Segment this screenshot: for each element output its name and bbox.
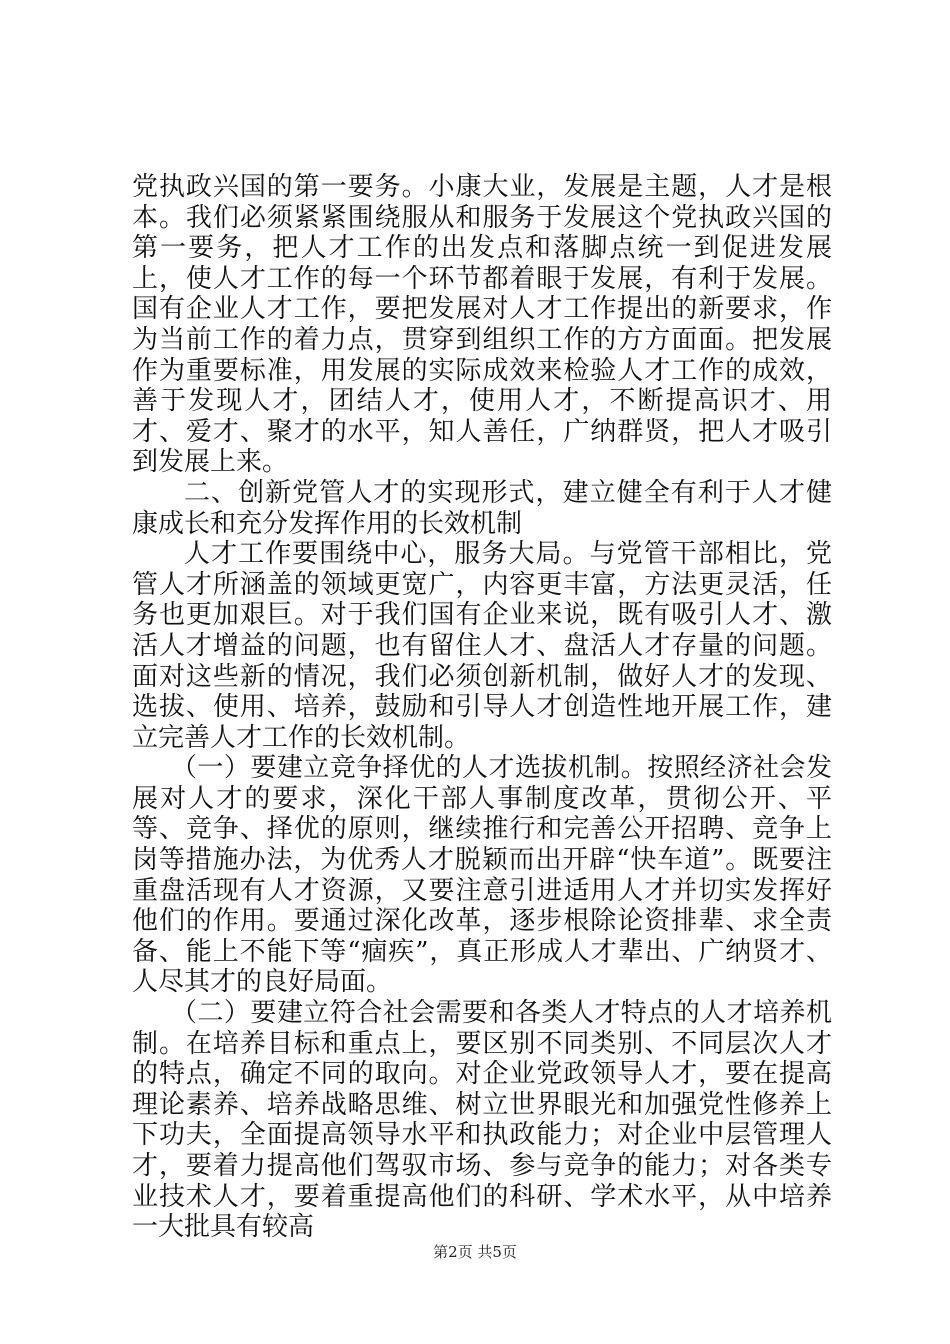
paragraph-development-priority: 党执政兴国的第一要务。小康大业，发展是主题，人才是根本。我们必须紧紧围绕服从和服务于发展这个党执政兴国的第一要务，把人才工作的出发点和落脚点统一到促进发展上，使人才工作的每一个环节都着眼于发展，有利于发展。国有企业人才工作，要把发展对人才工作提出的新要求，作为当前工作的着力点，贯穿到组织工作的方方面面。把发展作为重要标准，用发展的实际成效来检验人才工作的成效，善于发现人才，团结人才，使用人才，不断提高识才、用才、爱才、聚才的水平，知人善任，广纳群贤，把人才吸引到发展上来。 — [132, 172, 832, 478]
paragraph-talent-work: 人才工作要围绕中心，服务大局。与党管干部相比，党管人才所涵盖的领域更宽广，内容更丰富，方法更灵活，任务也更加艰巨。对于我们国有企业来说，既有吸引人才、激活人才增益的问题，也有留住人才、盘活人才存量的问题。面对这些新的情况，我们必须创新机制，做好人才的发现、选拔、使用、培养，鼓励和引导人才创造性地开展工作，建立完善人才工作的长效机制。 — [132, 539, 832, 753]
page-number-footer: 第2页 共5页 — [433, 1243, 517, 1261]
paragraph-selection-mechanism: （一）要建立竞争择优的人才选拔机制。按照经济社会发展对人才的要求，深化干部人事制度改革，贯彻公开、平等、竞争、择优的原则，继续推行和完善公开招聘、竞争上岗等措施办法，为优秀人才脱颖而出开辟“快车道”。既要注重盘活现有人才资源，又要注意引进适用人才并切实发挥好他们的作用。要通过深化改革，逐步根除论资排辈、求全责备、能上不能下等“痼疾”，真正形成人才辈出、广纳贤才、人尽其才的良好局面。 — [132, 753, 832, 998]
document-body — [132, 172, 832, 1243]
paragraph-training-mechanism: （二）要建立符合社会需要和各类人才特点的人才培养机制。在培养目标和重点上，要区别不同类别、不同层次人才的特点，确定不同的取向。对企业党政领导人才，要在提高理论素养、培养战略思维、树立世界眼光和加强党性修养上下功夫，全面提高领导水平和执政能力；对企业中层管理人才，要着力提高他们驾驭市场、参与竞争的能力；对各类专业技术人才，要着重提高他们的科研、学术水平，从中培养一大批具有较高 — [132, 998, 832, 1243]
section-heading-two: 二、创新党管人才的实现形式，建立健全有利于人才健康成长和充分发挥作用的长效机制 — [132, 477, 832, 539]
